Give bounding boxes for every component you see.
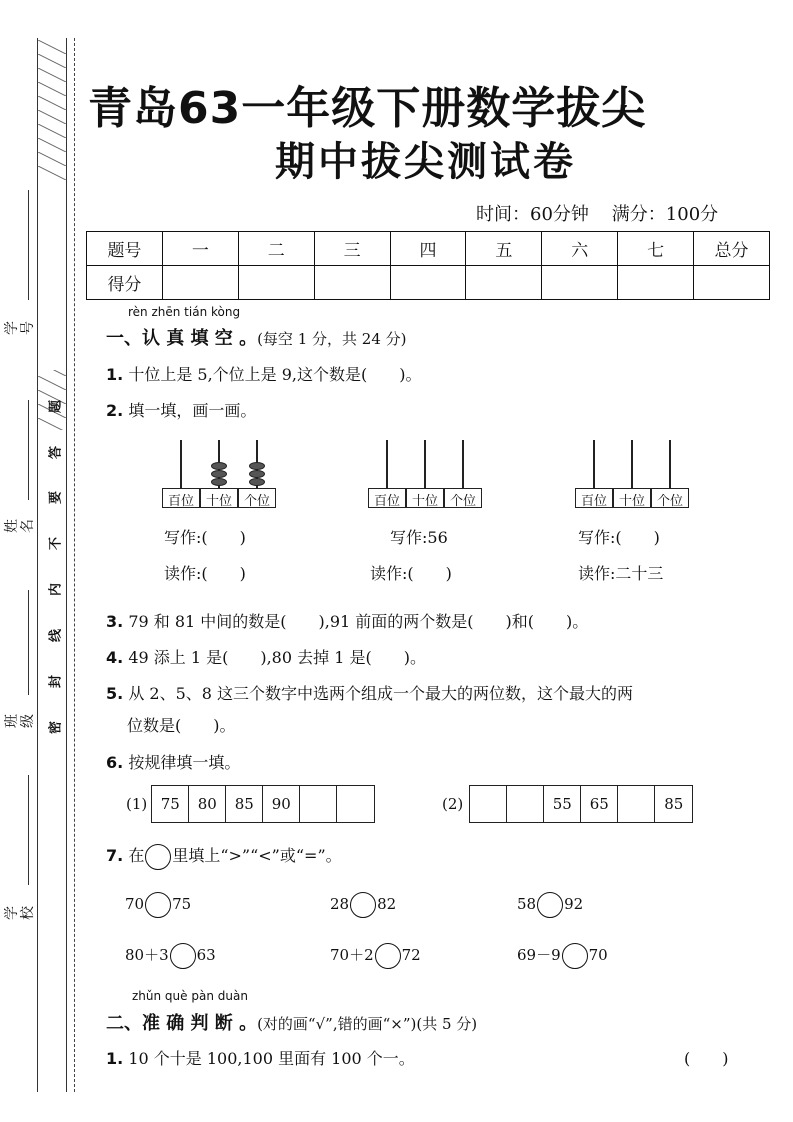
- score-input-cell[interactable]: [542, 266, 618, 300]
- comparison-circle[interactable]: [170, 943, 196, 969]
- place-label-ones: 个位: [444, 488, 482, 508]
- question-text: 从 2、5、8 这三个数字中选两个组成一个最大的两位数，这个最大的两: [128, 684, 634, 703]
- section1-pinyin: rèn zhēn tián kòng: [128, 305, 241, 319]
- abacus-bead: [211, 470, 227, 478]
- sequence-blank-cell[interactable]: [300, 786, 337, 822]
- table-cell: 得分: [87, 266, 163, 300]
- sequence-cell: 85: [664, 795, 684, 813]
- judge-question-1: [106, 1046, 415, 1069]
- comparison-right: 70: [588, 946, 608, 964]
- score-input-cell[interactable]: [618, 266, 694, 300]
- binding-hatch: [38, 40, 66, 1090]
- rule-class: [28, 590, 29, 695]
- place-label-hundreds: 百位: [575, 488, 613, 508]
- question-text: 10 个十是 100,100 里面有 100 个一。: [128, 1049, 415, 1068]
- section2-title: [106, 1009, 477, 1035]
- rule-student-id: [28, 190, 29, 300]
- score-input-cell[interactable]: [162, 266, 238, 300]
- seal-char: 密: [48, 721, 64, 735]
- score-input-cell[interactable]: [238, 266, 314, 300]
- comparison-left: 28: [330, 895, 350, 913]
- label-name: 姓名: [4, 519, 36, 533]
- comparison-left: 80＋3: [125, 946, 169, 964]
- abacus-3: [575, 440, 693, 510]
- label-school: 学校: [4, 906, 36, 920]
- abacus-place-labels: [368, 488, 482, 508]
- comparison-left: 70＋2: [330, 946, 374, 964]
- score-table: [86, 231, 770, 300]
- abacus-place-labels: [575, 488, 689, 508]
- page-title: 青岛63一年级下册数学拔尖: [88, 83, 647, 134]
- abacus-rod: [593, 440, 595, 488]
- question-text: 79 和 81 中间的数是( ),91 前面的两个数是( )和( )。: [128, 612, 589, 631]
- seal-char: 答: [48, 446, 64, 460]
- score-table-header: [87, 232, 770, 266]
- sequence-cells: [151, 785, 375, 823]
- comparison-circle[interactable]: [145, 892, 171, 918]
- comparison-circle[interactable]: [375, 943, 401, 969]
- section1-heading: 一、认 真 填 空 。: [106, 328, 258, 349]
- question-number: 1.: [106, 365, 124, 384]
- sequence-cell: 55: [544, 786, 581, 822]
- question-number: 3.: [106, 612, 124, 631]
- seal-char: 内: [48, 583, 64, 597]
- label-student-id: 学号: [4, 321, 36, 335]
- abacus-rod: [631, 440, 633, 488]
- label-class: 班级: [4, 714, 36, 728]
- table-cell: 总分: [694, 232, 770, 266]
- answer-blank[interactable]: ( ): [684, 1049, 729, 1068]
- comparison-right: 72: [401, 946, 421, 964]
- binding-dashed-line: [74, 38, 75, 1092]
- sequence-cell: 90: [263, 786, 300, 822]
- comparison-left: 70: [125, 895, 145, 913]
- question-5: [106, 681, 633, 704]
- question-3: [106, 609, 588, 632]
- comparison-left: 58: [517, 895, 537, 913]
- comparison-item: [517, 892, 583, 918]
- question-5-continued: 位数是( )。: [127, 716, 236, 735]
- seal-char: 要: [48, 491, 64, 505]
- comparison-left: 69－9: [517, 946, 561, 964]
- place-label-hundreds: 百位: [368, 488, 406, 508]
- abacus-bead: [249, 470, 265, 478]
- section2-heading: 二、准 确 判 断 。: [106, 1013, 258, 1034]
- section2-note: (对的画“√”,错的画“×”)(共 5 分): [257, 1015, 478, 1033]
- place-label-tens: 十位: [200, 488, 238, 508]
- table-cell: 二: [238, 232, 314, 266]
- comparison-item: [330, 943, 421, 969]
- comparison-right: 82: [377, 895, 397, 913]
- question-text: 十位上是 5,个位上是 9,这个数是( )。: [128, 365, 422, 384]
- question-number: 5.: [106, 684, 124, 703]
- question-number: 1.: [106, 1049, 124, 1068]
- question-text: 按规律填一填。: [128, 753, 241, 772]
- sequence-blank-cell[interactable]: [470, 786, 507, 822]
- score-input-cell[interactable]: [466, 266, 542, 300]
- comparison-circle[interactable]: [350, 892, 376, 918]
- question-2: [106, 398, 256, 421]
- table-cell: 三: [314, 232, 390, 266]
- comparison-circle[interactable]: [562, 943, 588, 969]
- sequence-label: (2): [442, 795, 464, 813]
- seal-char: 题: [48, 400, 64, 414]
- sequence-blank-cell[interactable]: [337, 786, 374, 822]
- question-text-post: 里填上“>”“<”或“=”。: [172, 846, 342, 865]
- sequence-cell: 75: [152, 786, 189, 822]
- comparison-right: 63: [196, 946, 216, 964]
- abacus-bead: [211, 478, 227, 486]
- abacus-2-write: 写作:56: [390, 528, 448, 547]
- section2-pinyin: zhǔn què pàn duàn: [132, 989, 248, 1003]
- seal-char: 封: [48, 675, 64, 689]
- question-number: 2.: [106, 401, 124, 420]
- abacus-bead: [249, 462, 265, 470]
- rule-name: [28, 400, 29, 500]
- table-cell: 四: [390, 232, 466, 266]
- question-6: [106, 750, 240, 773]
- comparison-item: [125, 892, 191, 918]
- sequence-cell: 80: [189, 786, 226, 822]
- exam-meta: [476, 200, 718, 226]
- place-label-ones: 个位: [651, 488, 689, 508]
- abacus-place-labels: [162, 488, 276, 508]
- score-table-row: [87, 266, 770, 300]
- abacus-rod: [180, 440, 182, 488]
- place-label-hundreds: 百位: [162, 488, 200, 508]
- question-number: 7.: [106, 846, 124, 865]
- table-cell: 六: [542, 232, 618, 266]
- comparison-item: [517, 943, 608, 969]
- abacus-1-read[interactable]: 读作:( ): [164, 564, 246, 583]
- section1-title: [106, 324, 407, 350]
- abacus-rod: [462, 440, 464, 488]
- question-1: [106, 362, 422, 385]
- abacus-3-read: 读作:二十三: [578, 564, 664, 583]
- question-text: 49 添上 1 是( ),80 去掉 1 是( )。: [128, 648, 426, 667]
- seal-char: 不: [48, 537, 64, 551]
- sequence-cell: 65: [581, 786, 618, 822]
- circle-icon: [145, 844, 171, 870]
- rule-school: [28, 775, 29, 885]
- score-input-cell[interactable]: [390, 266, 466, 300]
- abacus-1-write[interactable]: 写作:( ): [164, 528, 246, 547]
- full-score: 满分：100分: [611, 204, 719, 225]
- place-label-tens: 十位: [613, 488, 651, 508]
- abacus-bead: [249, 478, 265, 486]
- question-text: 填一填，画一画。: [128, 401, 257, 420]
- sequence-1: [126, 785, 375, 823]
- comparison-item: [125, 943, 216, 969]
- question-4: [106, 645, 426, 668]
- sequence-label: (1): [126, 795, 148, 813]
- abacus-1: [162, 440, 280, 510]
- table-cell: 题号: [87, 232, 163, 266]
- question-number: 6.: [106, 753, 124, 772]
- table-cell: 五: [466, 232, 542, 266]
- score-input-cell[interactable]: [314, 266, 390, 300]
- section1-note: (每空 1 分，共 24 分): [257, 330, 407, 348]
- place-label-tens: 十位: [406, 488, 444, 508]
- comparison-circle[interactable]: [537, 892, 563, 918]
- comparison-item: [330, 892, 396, 918]
- sequence-2: [442, 785, 693, 823]
- question-number: 4.: [106, 648, 124, 667]
- abacus-bead: [211, 462, 227, 470]
- question-7: [106, 843, 342, 870]
- binding-border-right: [66, 38, 67, 1092]
- abacus-rod: [424, 440, 426, 488]
- time-limit: 时间：60分钟: [476, 204, 589, 225]
- abacus-rod: [386, 440, 388, 488]
- abacus-2-read[interactable]: 读作:( ): [370, 564, 452, 583]
- abacus-rod: [669, 440, 671, 488]
- sequence-cells: [469, 785, 693, 823]
- page-subtitle: 期中拔尖测试卷: [275, 139, 576, 185]
- sequence-blank-cell[interactable]: [507, 786, 544, 822]
- sequence-cell: 85: [226, 786, 263, 822]
- score-input-cell[interactable]: [694, 266, 770, 300]
- place-label-ones: 个位: [238, 488, 276, 508]
- comparison-right: 92: [564, 895, 584, 913]
- abacus-2: [368, 440, 486, 510]
- seal-char: 线: [48, 629, 64, 643]
- comparison-right: 75: [172, 895, 192, 913]
- abacus-3-write[interactable]: 写作:( ): [578, 528, 660, 547]
- table-cell: 七: [618, 232, 694, 266]
- table-cell: 一: [162, 232, 238, 266]
- sequence-blank-cell[interactable]: [618, 786, 655, 822]
- question-text-pre: 在: [128, 846, 145, 865]
